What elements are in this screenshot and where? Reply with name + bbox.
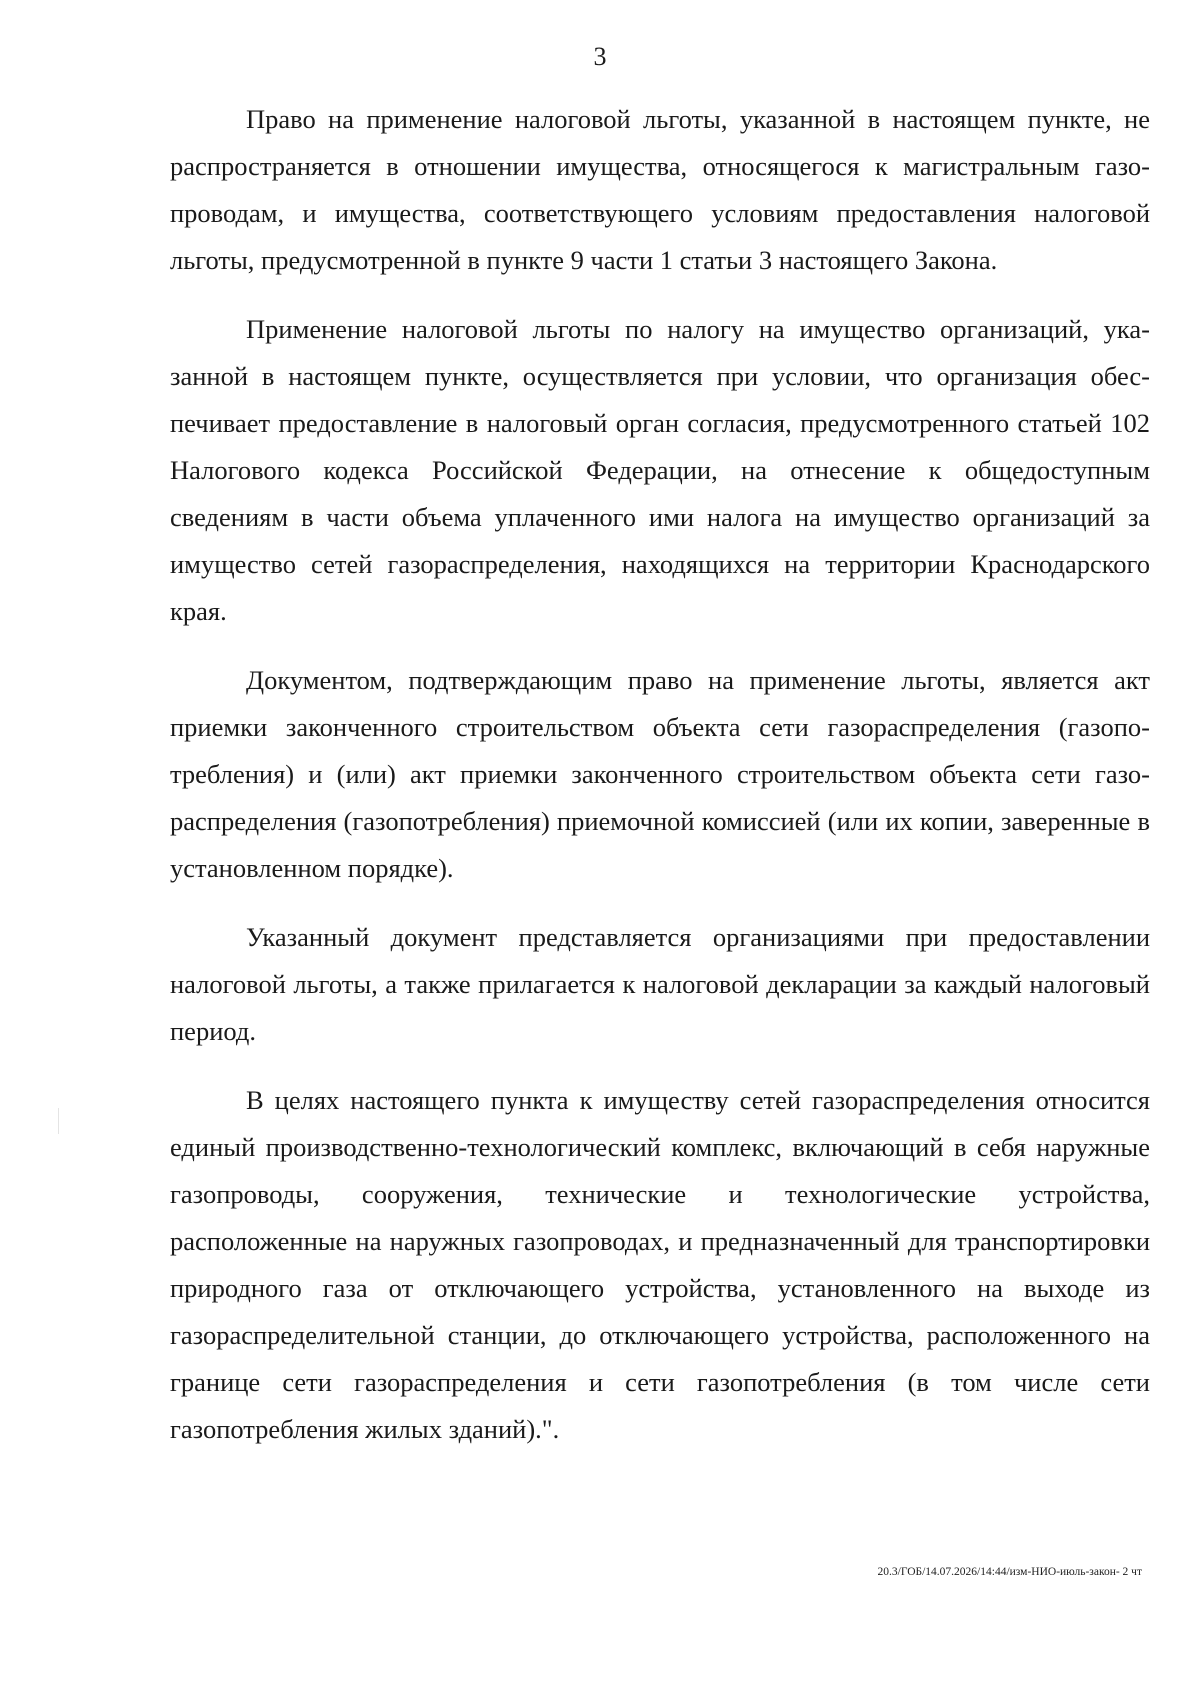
paragraph-2: Применение налоговой льготы по налогу на имущество организаций, указанной в настоящем пункте, осуществляется при условии, что организация обеспечивает предоставление в налоговый орган согласия, предусмотренного статьей 102 Налогового кодекса Российской Федерации, на отнесение к общедоступным сведениям в части объема уплаченного ими налога на имущество организаций за имущество сетей газораспределения, находящихся на территории Краснодарского края.	[170, 314, 1150, 626]
document-footer-code: 20.3/ГОБ/14.07.2026/14:44/изм-НИО-июль-закон- 2 чт	[877, 1566, 1142, 1578]
paragraph-1: Право на применение налоговой льготы, указанной в настоящем пункте, не распространяется в отношении имущества, относящегося к магистральным газопроводам, и имущества, соответствующего условиям предоставления налоговой льготы, предусмотренной в пункте 9 части 1 статьи 3 настоящего Закона.	[170, 104, 1150, 275]
paragraph-5: В целях настоящего пункта к имуществу сетей газораспределения относится единый производственно-технологический комплекс, включающий в себя наружные газопроводы, сооружения, технические и технологические устройства, расположенные на наружных газопроводах, и предназначенный для транспортировки природного газа от отключающего устройства, установленного на выходе из газораспределительной станции, до отключающего устройства, расположенного на границе сети газораспределения и сети газопотребления (в том числе сети газопотребления жилых зданий).".	[170, 1085, 1150, 1444]
paragraph-3: Документом, подтверждающим право на применение льготы, является акт приемки законченного строительством объекта сети газораспределения (газопотребления) и (или) акт приемки законченного строительством объекта сети газораспределения (газопотребления) приемочной комиссией (или их копии, заверенные в установленном порядке).	[170, 665, 1150, 883]
page-number: 3	[593, 42, 607, 71]
paragraph-4: Указанный документ представляется организациями при предоставлении налоговой льготы, а также прилагается к налоговой декларации за каждый налоговый период.	[170, 922, 1150, 1046]
document-body	[170, 96, 1150, 1475]
scan-margin-mark	[58, 1108, 59, 1134]
